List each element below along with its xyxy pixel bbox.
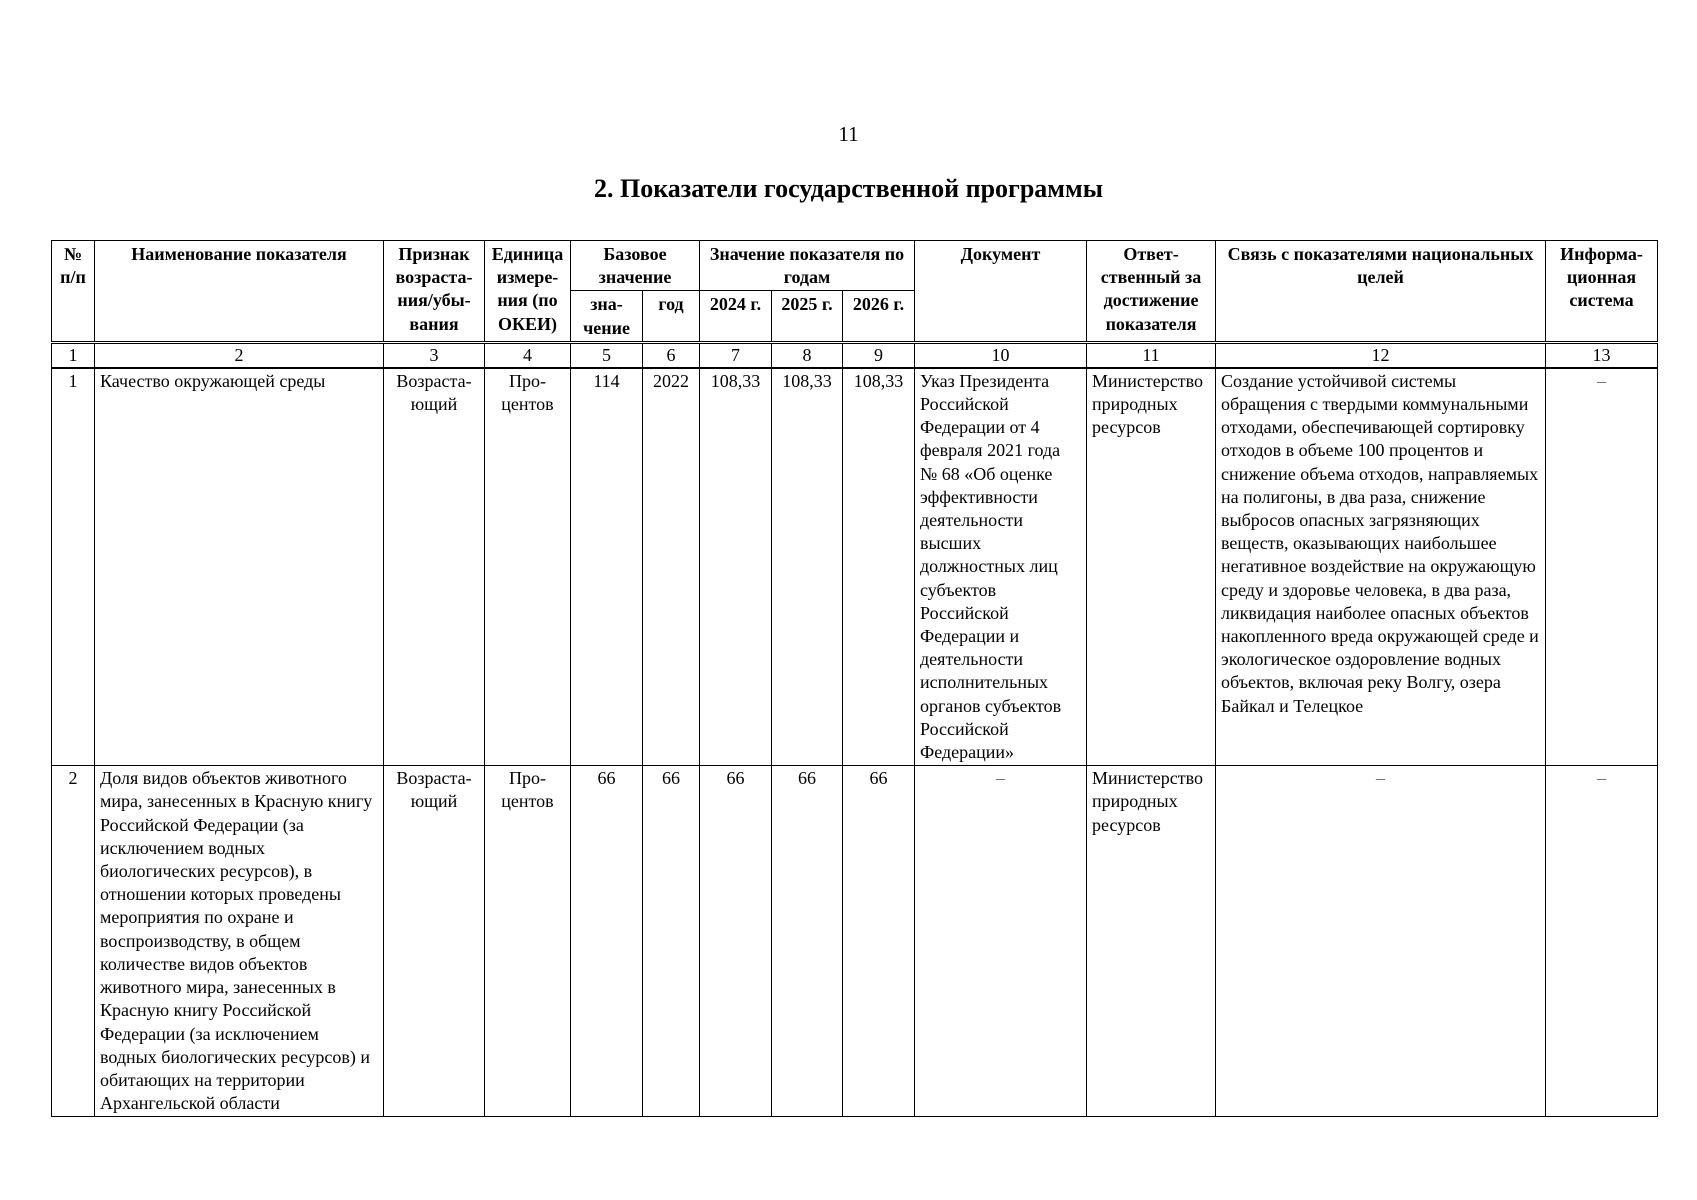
column-number: 1 — [52, 342, 95, 368]
value-2026: 66 — [843, 766, 915, 1117]
value-2025: 108,33 — [772, 368, 843, 766]
column-number: 4 — [485, 342, 571, 368]
info-system: – — [1546, 766, 1658, 1117]
column-number: 3 — [384, 342, 485, 368]
header-yearly: Значение показателя по годам — [700, 241, 915, 291]
base-year: 66 — [643, 766, 700, 1117]
header-2025: 2025 г. — [772, 291, 843, 342]
responsible: Министерство природных ресурсов — [1087, 766, 1216, 1117]
column-number: 12 — [1216, 342, 1546, 368]
header-infosys: Информа-ционная система — [1546, 241, 1658, 343]
indicator-unit: Про-центов — [485, 368, 571, 766]
value-2025: 66 — [772, 766, 843, 1117]
document: – — [915, 766, 1087, 1117]
document: Указ Президента Российской Федерации от 4 февраля 2021 года № 68 «Об оценке эффективности деятельности высших должностных лиц субъектов Российской Федерации и деятельности исполнительных органов субъектов Российской Федерации» — [915, 368, 1087, 766]
indicator-name: Доля видов объектов животного мира, занесенных в Красную книгу Российской Федерации (за исключением водных биологических ресурсов), в отношении которых проведены мероприятия по охране и воспроизводству, в общем количестве видов объектов животного мира, занесенных в Красную книгу Российской Федерации (за исключением водных биологических ресурсов) и обитающих на территории Архангельской области — [95, 766, 384, 1117]
row-num: 1 — [52, 368, 95, 766]
column-number-row — [52, 342, 1658, 368]
column-number: 2 — [95, 342, 384, 368]
header-unit: Единица измере-ния (по ОКЕИ) — [485, 241, 571, 343]
page-number: 11 — [838, 122, 859, 146]
header-num: № п/п — [52, 241, 95, 343]
value-2024: 108,33 — [700, 368, 772, 766]
info-system: – — [1546, 368, 1658, 766]
national-goal-link: – — [1216, 766, 1546, 1117]
column-number: 13 — [1546, 342, 1658, 368]
column-number: 5 — [571, 342, 643, 368]
base-year: 2022 — [643, 368, 700, 766]
column-number: 9 — [843, 342, 915, 368]
column-number: 11 — [1087, 342, 1216, 368]
section-title: 2. Показатели государственной программы — [593, 174, 1104, 203]
base-value: 66 — [571, 766, 643, 1117]
indicator-name: Качество окружающей среды — [95, 368, 384, 766]
header-name: Наименование показателя — [95, 241, 384, 343]
header-link: Связь с показателями национальных целей — [1216, 241, 1546, 343]
indicator-unit: Про-центов — [485, 766, 571, 1117]
value-2024: 66 — [700, 766, 772, 1117]
indicator-trend: Возраста-ющий — [384, 368, 485, 766]
column-number: 8 — [772, 342, 843, 368]
base-value: 114 — [571, 368, 643, 766]
table-row — [52, 368, 1658, 766]
header-document: Документ — [915, 241, 1087, 343]
value-2026: 108,33 — [843, 368, 915, 766]
indicators-table — [51, 240, 1658, 1117]
row-num: 2 — [52, 766, 95, 1117]
column-number: 6 — [643, 342, 700, 368]
responsible: Министерство природных ресурсов — [1087, 368, 1216, 766]
indicator-trend: Возраста-ющий — [384, 766, 485, 1117]
header-row-1 — [52, 241, 1658, 291]
header-trend: Признак возраста-ния/убы-вания — [384, 241, 485, 343]
table-row — [52, 766, 1658, 1117]
national-goal-link: Создание устойчивой системы обращения с твердыми коммунальными отходами, обеспечивающей сортировку отходов в объеме 100 процентов и снижение объема отходов, направляемых на полигоны, в два раза, снижение выбросов опасных загрязняющих веществ, оказывающих наибольшее негативное воздействие на окружающую среду и здоровье человека, в два раза, ликвидация наиболее опасных объектов накопленного вреда окружающей среде и экологическое оздоровление водных объектов, включая реку Волгу, озера Байкал и Телецкое — [1216, 368, 1546, 766]
header-base-value: зна-чение — [571, 291, 643, 342]
header-2024: 2024 г. — [700, 291, 772, 342]
header-responsible: Ответ-ственный за достижение показателя — [1087, 241, 1216, 343]
column-number: 10 — [915, 342, 1087, 368]
header-base-year: год — [643, 291, 700, 342]
header-2026: 2026 г. — [843, 291, 915, 342]
column-number: 7 — [700, 342, 772, 368]
header-base: Базовое значение — [571, 241, 700, 291]
